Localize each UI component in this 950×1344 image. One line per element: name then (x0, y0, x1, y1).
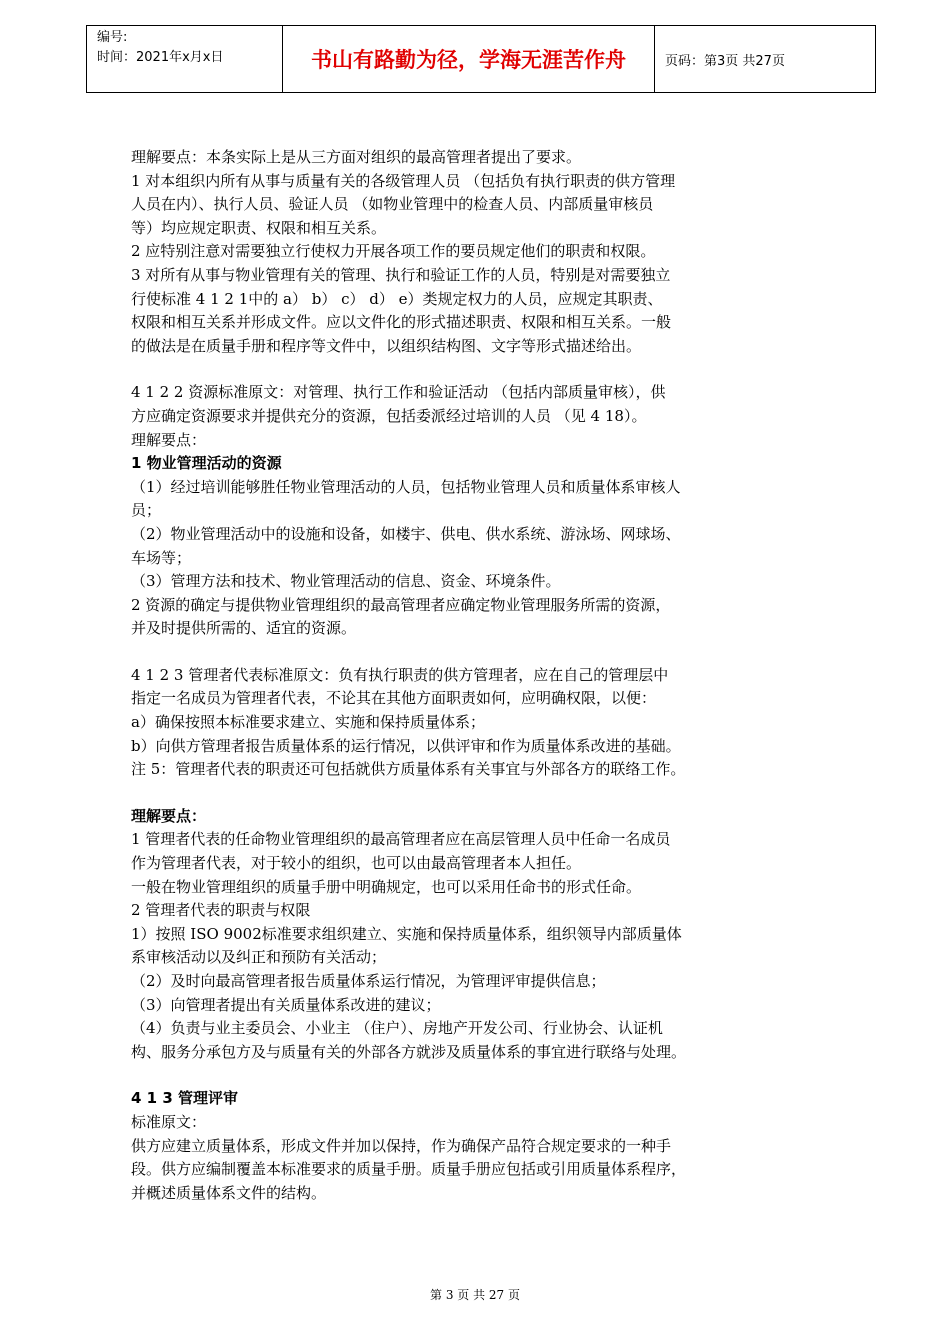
body-line: 4 1 2 2 资源标准原文：对管理、执行工作和验证活动 （包括内部质量审核），供 (131, 383, 666, 402)
body-line: 2 资源的确定与提供物业管理组织的最高管理者应确定物业管理服务所需的资源， (131, 595, 671, 614)
paragraph-gap (131, 641, 831, 664)
body-line: 1）按照 ISO 9002标准要求组织建立、实施和保持质量体系，组织领导内部质量体 (131, 924, 682, 943)
section-heading: 4 1 3 管理评审 (131, 1089, 238, 1108)
document-number-label: 编号: (97, 30, 128, 45)
body-line: 的做法是在质量手册和程序等文件中，以组织结构图、文字等形式描述给出。 (131, 336, 642, 355)
body-line: 指定一名成员为管理者代表，不论其在其他方面职责如何，应明确权限，以便： (131, 689, 657, 708)
paragraph-gap (131, 782, 831, 805)
body-line: 方应确定资源要求并提供充分的资源，包括委派经过培训的人员 （见 4 18）。 (131, 406, 647, 425)
body-line: 2 管理者代表的职责与权限 (131, 901, 311, 920)
header-meta (87, 26, 283, 92)
body-line: （3）向管理者提出有关质量体系改进的建议； (131, 995, 441, 1014)
body-line: a）确保按照本标准要求建立、实施和保持质量体系； (131, 713, 485, 732)
body-line: 人员在内）、执行人员、验证人员 （如物业管理中的检查人员、内部质量审核员 (131, 195, 654, 214)
header-motto: 书山有路勤为径，学海无涯苦作舟 (283, 26, 655, 92)
body-line: （3）管理方法和技术、物业管理活动的信息、资金、环境条件。 (131, 572, 561, 591)
body-line: 员； (131, 501, 162, 520)
body-line: 作为管理者代表，对于较小的组织，也可以由最高管理者本人担任。 (131, 854, 582, 873)
body-line: 一般在物业管理组织的质量手册中明确规定，也可以采用任命书的形式任命。 (131, 877, 642, 896)
body-line: 3 对所有从事与物业管理有关的管理、执行和验证工作的人员，特别是对需要独立 (131, 265, 671, 284)
body-line: （2）及时向最高管理者报告质量体系运行情况，为管理评审提供信息； (131, 972, 606, 990)
body-line: 构、服务分承包方及与质量有关的外部各方就涉及质量体系的事宜进行联络与处理。 (131, 1042, 687, 1061)
body-line: 标准原文： (131, 1112, 207, 1131)
body-line: 系审核活动以及纠正和预防有关活动； (131, 948, 387, 967)
body-line: 注 5：管理者代表的职责还可包括就供方质量体系有关事宜与外部各方的联络工作。 (131, 760, 686, 779)
section-heading: 理解要点： (131, 806, 207, 825)
body-line: 行使标准 4 1 2 1中的 a） b） c） d） e）类规定权力的人员，应规定其职责、 (131, 289, 663, 308)
body-line: 供方应建立质量体系，形成文件并加以保持，作为确保产品符合规定要求的一种手 (131, 1136, 672, 1155)
body-line: （2）物业管理活动中的设施和设备，如楼宇、供电、供水系统、游泳场、网球场、 (131, 524, 681, 543)
body-line: （1）经过培训能够胜任物业管理活动的人员，包括物业管理人员和质量体系审核人 (131, 477, 681, 496)
paragraph-gap (131, 1064, 831, 1087)
body-line: 等）均应规定职责、权限和相互关系。 (131, 218, 387, 237)
page-header (86, 25, 876, 93)
paragraph-gap (131, 358, 831, 381)
body-line: 理解要点：本条实际上是从三方面对组织的最高管理者提出了要求。 (131, 148, 582, 166)
body-line: b）向供方管理者报告质量体系的运行情况，以供评审和作为质量体系改进的基础。 (131, 736, 681, 755)
body-line: （4）负责与业主委员会、小业主 （住户）、房地产开发公司、行业协会、认证机 (131, 1019, 663, 1038)
body-line: 理解要点： (131, 430, 207, 449)
document-body (131, 146, 831, 1205)
section-heading: 1 物业管理活动的资源 (131, 454, 282, 473)
body-line: 车场等； (131, 548, 192, 567)
header-page-label: 页码：第3页 共27页 (665, 53, 785, 69)
body-line: 2 应特别注意对需要独立行使权力开展各项工作的要员规定他们的职责和权限。 (131, 242, 656, 261)
body-line: 并概述质量体系文件的结构。 (131, 1183, 327, 1202)
body-line: 段。供方应编制覆盖本标准要求的质量手册。质量手册应包括或引用质量体系程序， (131, 1160, 687, 1179)
body-line: 1 管理者代表的任命物业管理组织的最高管理者应在高层管理人员中任命一名成员 (131, 830, 671, 849)
body-line: 1 对本组织内所有从事与质量有关的各级管理人员 （包括负有执行职责的供方管理 (131, 171, 676, 190)
body-line: 4 1 2 3 管理者代表标准原文：负有执行职责的供方管理者，应在自己的管理层中 (131, 665, 669, 684)
body-line: 权限和相互关系并形成文件。应以文件化的形式描述职责、权限和相互关系。一般 (131, 313, 672, 332)
document-time-label: 时间：2021年x月x日 (97, 50, 224, 65)
body-line: 并及时提供所需的、适宜的资源。 (131, 619, 357, 638)
page-footer: 第 3 页 共 27 页 (430, 1288, 520, 1302)
